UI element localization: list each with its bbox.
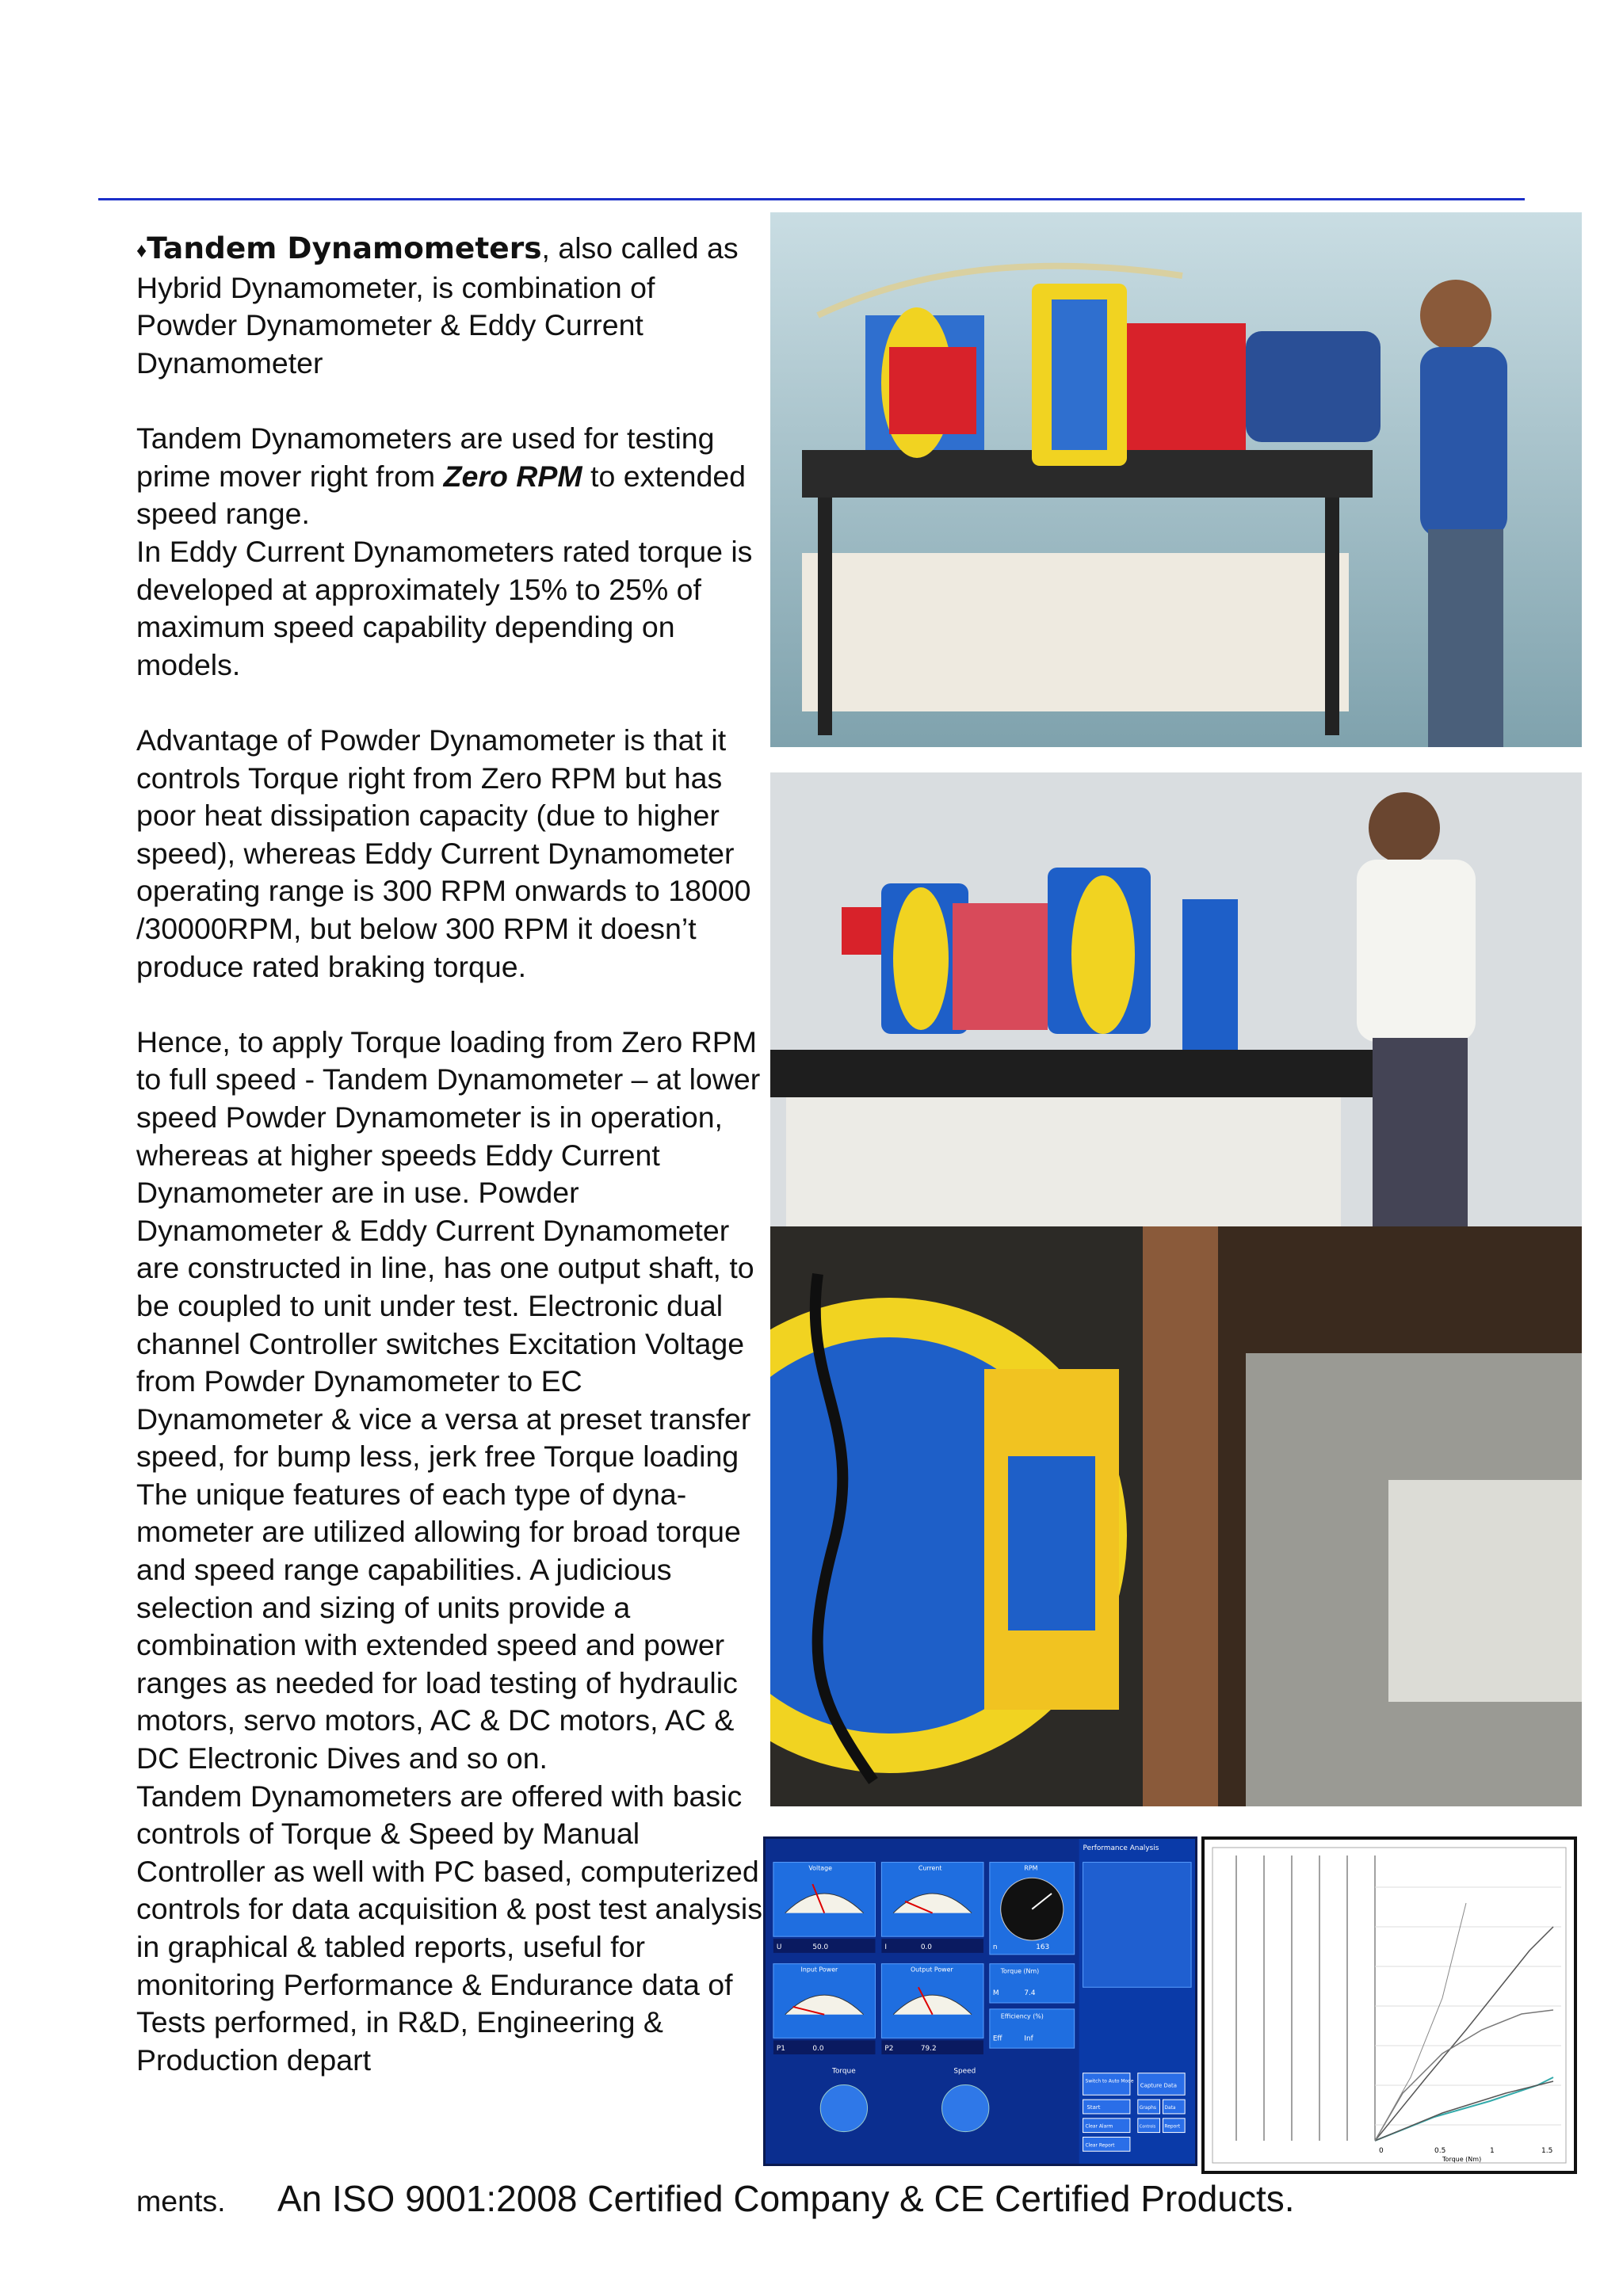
certification-footer: An ISO 9001:2008 Certified Company & CE Certified Products.: [277, 2178, 1295, 2219]
switch-auto-button[interactable]: Switch to Auto Mode: [1085, 2079, 1134, 2084]
eddy-paragraph: In Eddy Current Dynamometers rated torque is developed at approximately 15% to 25% of maximum speed capability depending on models.: [136, 535, 753, 681]
photo-dynamometer-closeup: [770, 1226, 1582, 1806]
torque-value: 7.4: [1024, 1989, 1036, 1998]
data-button[interactable]: Data: [1164, 2106, 1176, 2111]
zero-rpm-emphasis: Zero RPM: [443, 459, 582, 493]
diamond-bullet-icon: ♦: [136, 238, 147, 262]
performance-analysis-title: Performance Analysis: [1083, 1844, 1159, 1852]
rpm-label: RPM: [1024, 1864, 1038, 1872]
body-text: [136, 230, 762, 2079]
eta-symbol: Eff: [992, 2035, 1002, 2043]
current-value: 0.0: [920, 1943, 932, 1951]
report-button[interactable]: Report: [1164, 2124, 1181, 2130]
input-power-label: Input Power: [800, 1966, 838, 1974]
software-control-panel: [763, 1836, 1197, 2166]
current-label: Current: [918, 1864, 942, 1872]
output-power-value: 79.2: [920, 2045, 937, 2054]
m-symbol: M: [992, 1989, 999, 1998]
p2-symbol: P2: [884, 2045, 894, 2054]
controls-button[interactable]: Controls: [1139, 2124, 1156, 2130]
features-paragraph: The unique features of each type of dynamometer are utilized allowing for broad torque and speed range capabilities. A judicious selection and sizing of units provide a combination with extended speed and power ranges as needed for load testing of hydraulic motors, servo motors, AC & DC motors, AC & DC Electronic Dives and so on.: [136, 1477, 741, 1775]
range-paragraph: Tandem Dynamometers are used for testing prime mover right from Zero RPM to extended speed range.: [136, 421, 747, 531]
x-tick-1: 0.5: [1434, 2147, 1446, 2155]
torque-knob-label: Torque: [832, 2067, 856, 2076]
p1-symbol: P1: [776, 2045, 785, 2054]
clear-report-button[interactable]: Clear Report: [1085, 2143, 1115, 2149]
photo-dynamometer-operator: [770, 772, 1582, 1228]
torque-nm-label: Torque (Nm): [1000, 1967, 1040, 1975]
controls-paragraph: Tandem Dynamometers are offered with basic controls of Torque & Speed by Manual Controller as well with PC based, computerized controls for data acquisition & post test analysis in graphical & tabled reports, useful for monitoring Performance & Endurance data of Tests performed, in R&D, Engineering & Production depart: [136, 1779, 762, 2077]
voltage-value: 50.0: [812, 1943, 829, 1951]
output-power-label: Output Power: [910, 1966, 953, 1974]
speed-knob-label: Speed: [953, 2067, 976, 2076]
clear-alarm-button[interactable]: Clear Alarm: [1085, 2124, 1113, 2130]
x-tick-0: 0: [1379, 2147, 1384, 2155]
n-symbol: n: [992, 1943, 998, 1951]
start-button[interactable]: Start: [1086, 2104, 1101, 2111]
x-tick-3: 1.5: [1541, 2147, 1553, 2155]
performance-graph: [1201, 1836, 1577, 2174]
i-symbol: I: [884, 1943, 887, 1951]
controls-paragraph-last-word: ments.: [136, 2184, 226, 2218]
heading-title: Tandem Dynamometers: [147, 231, 542, 265]
voltage-label: Voltage: [808, 1864, 832, 1872]
graph-xlabel: Torque (Nm): [1442, 2156, 1482, 2163]
u-symbol: U: [776, 1943, 782, 1951]
x-tick-2: 1: [1490, 2147, 1495, 2155]
intro-paragraph: [136, 230, 762, 383]
heading-rest: , also called as Hybrid Dynamometer, is combination of Powder Dynamometer & Eddy Current Dynamometer: [136, 231, 739, 380]
input-power-value: 0.0: [812, 2045, 824, 2054]
capture-data-button[interactable]: Capture Data: [1140, 2082, 1178, 2089]
header-rule: [98, 198, 1525, 200]
graphs-button[interactable]: Graphs: [1139, 2106, 1157, 2111]
rpm-value: 163: [1036, 1943, 1050, 1951]
photo-tandem-dynamometer-stand: [770, 212, 1582, 747]
efficiency-value: Inf: [1024, 2035, 1033, 2043]
advantage-paragraph: Advantage of Powder Dynamometer is that it controls Torque right from Zero RPM but has poor heat dissipation capacity (due to higher speed), whereas Eddy Current Dynamometer operating range is 300 RPM onwards to 18000 /30000RPM, but below 300 RPM it doesn’t produce rated braking torque.: [136, 723, 751, 983]
tandem-operation-paragraph: Hence, to apply Torque loading from Zero RPM to full speed - Tandem Dynamometer – at lower speed Powder Dynamometer is in operation, whereas at higher speeds Eddy Current Dynamometer are in use. Powder Dynamometer & Eddy Current Dynamometer are constructed in line, has one output shaft, to be coupled to unit under test. Electronic dual channel Controller switches Excitation Voltage from Powder Dynamometer to EC Dynamometer & vice a versa at preset transfer speed, for bump less, jerk free Torque loading: [136, 1024, 761, 1474]
efficiency-label: Efficiency (%): [1000, 2012, 1044, 2020]
